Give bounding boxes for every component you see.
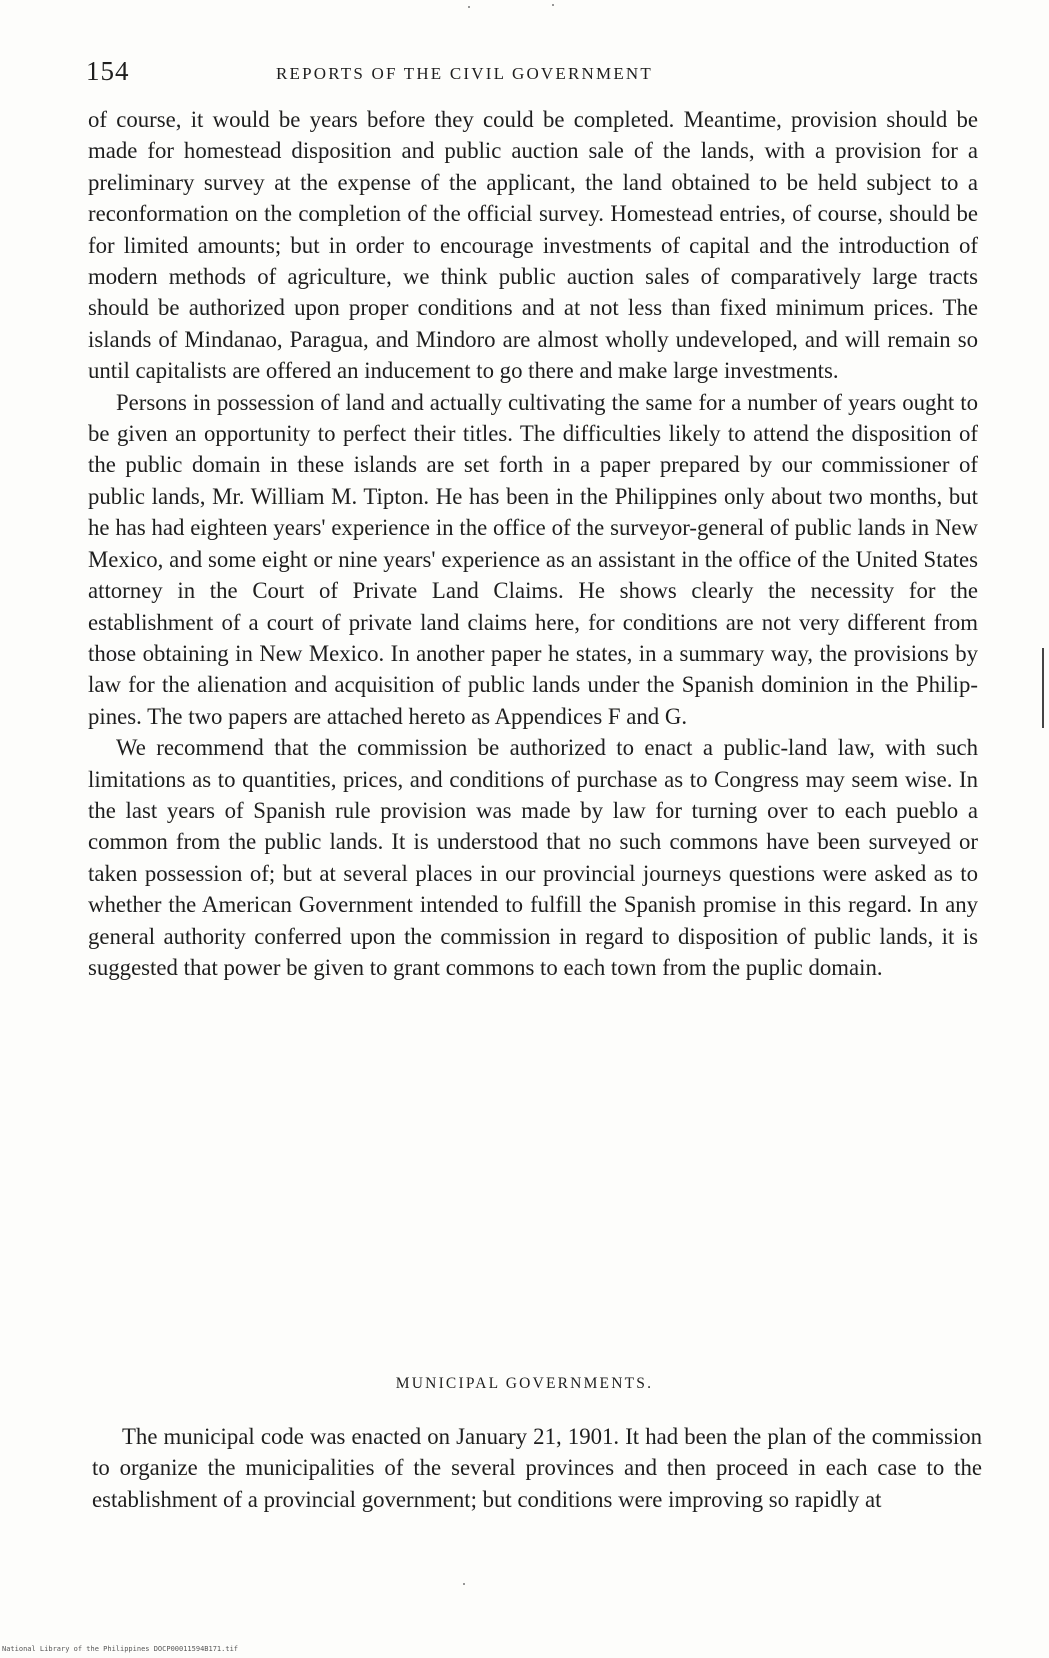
scan-speck [552, 4, 554, 6]
paragraph-3: We recommend that the commission be authorized to enact a public-land law, with such limitations as to quantities, prices, and conditions of purchase as to Congress may seem wise. In the last years of Spanish rule provision was made by law for turning over to each pueblo a common from the public lands. It is understood that no such commons have been surveyed or taken possession of; but at several places in our provincial journeys questions were asked as to whether the American Government intended to fulfill the Spanish promise in this regard. In any general authority conferred upon the commission in regard to disposition of public lands, it is suggested that power be given to grant commons to each town from the puplic domain. [88, 735, 978, 980]
section-body [92, 1421, 982, 1515]
scan-credit: National Library of the Philippines DOCP00011594B171.tif [2, 1645, 239, 1653]
scan-speck [468, 6, 470, 8]
page-number: 154 [86, 56, 130, 86]
paragraph-2: Persons in possession of land and actually cultivating the same for a number of years ought to be given an opportunity to perfect their titles. The difficulties likely to attend the disposition of the public domain in these islands are set forth in a paper prepared by our commissioner of public lands, Mr. William M. Tipton. He has been in the Philippines only about two months, but he has had eighteen years' experience in the office of the surveyor-general of public lands in New Mexico, and some eight or nine years' experience as an assistant in the office of the United States attorney in the Court of Private Land Claims. He shows clearly the necessity for the establishment of a court of private land claims here, for conditions are not very different from those obtaining in New Mexico. In another paper he states, in a summary way, the provisions by law for the alienation and acquisition of public lands under the Spanish dominion in the Philippines. The two papers are attached hereto as Appendices F and G. [88, 389, 978, 729]
section-heading: MUNICIPAL GOVERNMENTS. [395, 1375, 654, 1392]
body-text [88, 104, 978, 983]
scan-speck [463, 1583, 465, 1585]
margin-mark [1042, 648, 1044, 728]
page-header [86, 56, 986, 88]
paragraph-4: The municipal code was enacted on January 21, 1901. It had been the plan of the commission to organize the municipalities of the several provinces and then proceed in each case to the establishment of a provincial government; but conditions were improving so rapidly at [92, 1424, 982, 1512]
running-head: REPORTS OF THE CIVIL GOVERNMENT [276, 64, 653, 83]
paragraph-1: of course, it would be years before they could be completed. Meantime, provision should be made for homestead disposition and public auction sale of the lands, with a provision for a preliminary survey at the expense of the applicant, the land obtained to be held subject to a reconformation on the completion of the official survey. Homestead entries, of course, should be for limited amounts; but in order to encourage investments of capital and the introduction of modern methods of agriculture, we think public auction sales of comparatively large tracts should be authorized upon proper conditions and at not less than fixed minimum prices. The islands of Mindanao, Paragua, and Mindoro are almost wholly undeveloped, and will remain so until capitalists are offered an inducement to go there and make large investments. [88, 107, 978, 384]
